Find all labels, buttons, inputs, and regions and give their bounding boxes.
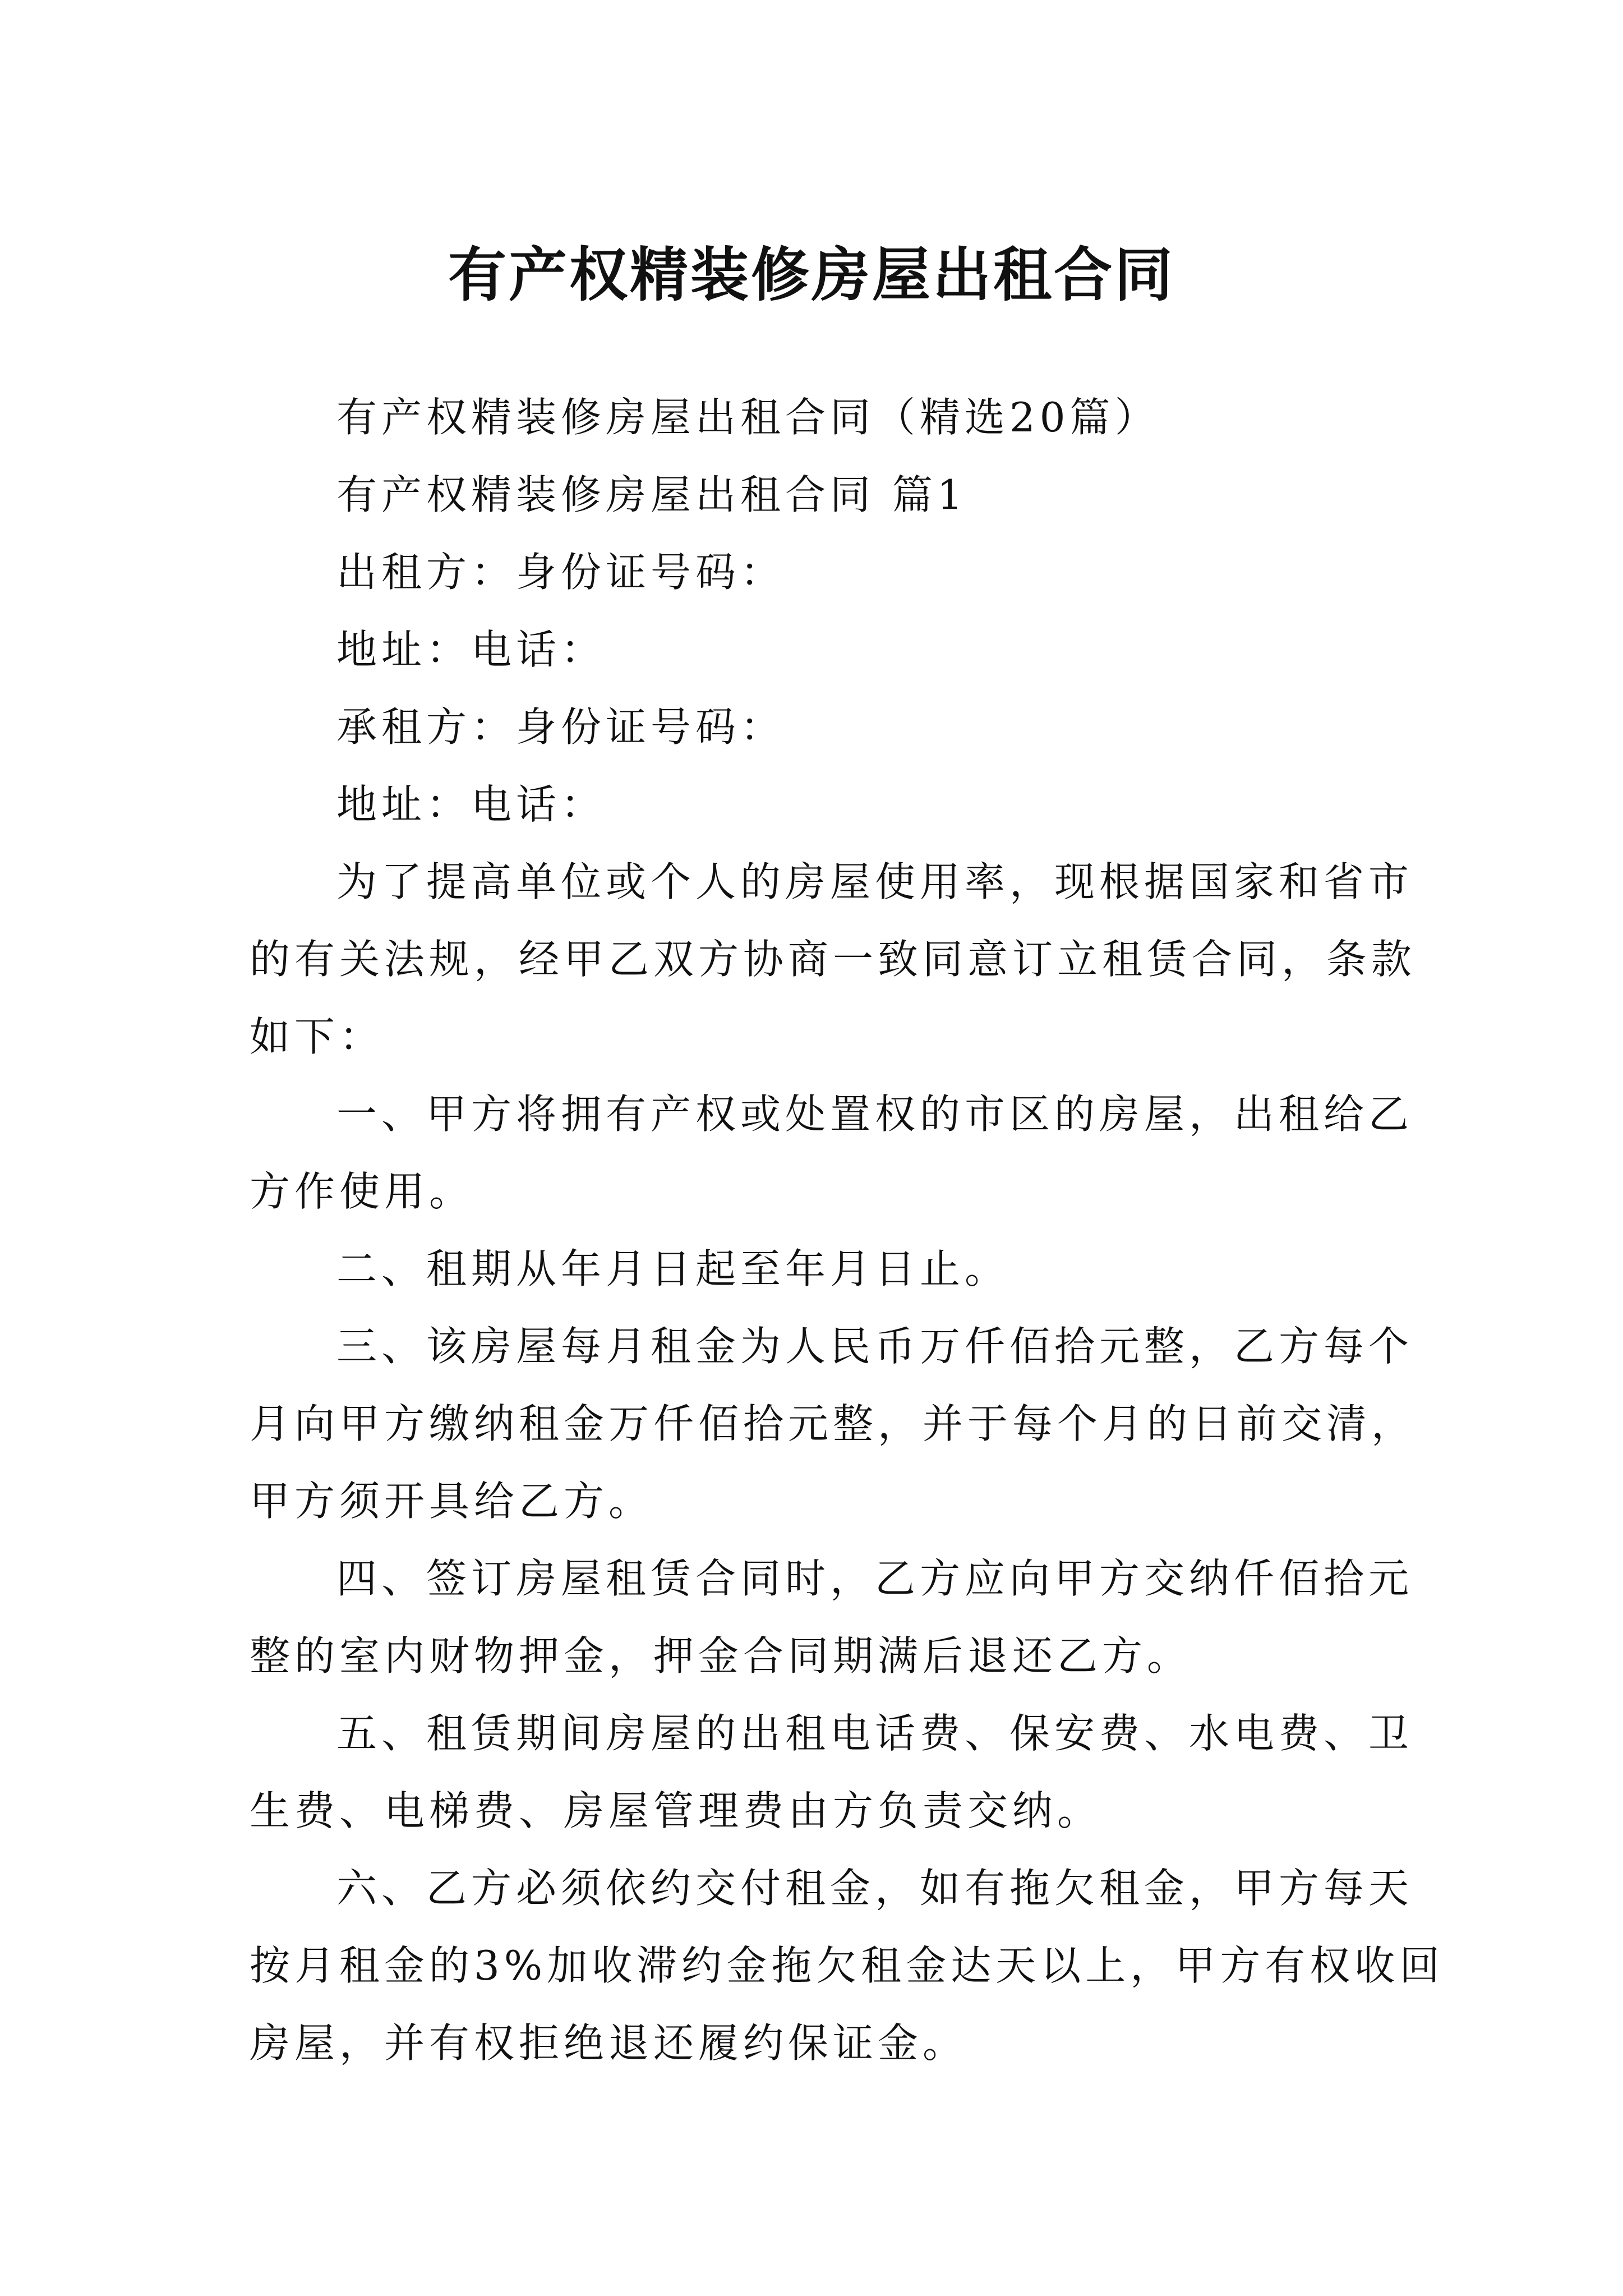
document-body xyxy=(250,379,1445,2082)
paragraph-line: 如下： xyxy=(250,1013,385,1060)
clause-3-line: 三、该房屋每月租金为人民币万仟佰拾元整，乙方每个 xyxy=(336,1323,1414,1370)
lessor-id-line: 出租方：身份证号码： xyxy=(336,549,786,596)
clause-4-line: 整的室内财物押金，押金合同期满后退还乙方。 xyxy=(250,1632,1192,1680)
lessee-id-line: 承租方：身份证号码： xyxy=(336,703,786,751)
clause-5-line: 五、租赁期间房屋的出租电话费、保安费、水电费、卫 xyxy=(336,1710,1414,1757)
clause-1-line: 方作使用。 xyxy=(250,1168,474,1215)
clause-6-line: 按月租金的3%加收滞约金拖欠租金达天以上，甲方有权收回 xyxy=(250,1942,1445,1989)
clause-2-line: 二、租期从年月日起至年月日止。 xyxy=(336,1245,1010,1292)
clause-3-line: 甲方须开具给乙方。 xyxy=(250,1478,654,1525)
lessee-address-line: 地址：电话： xyxy=(336,781,606,828)
clause-6-line: 房屋，并有权拒绝退还履约保证金。 xyxy=(250,2019,968,2067)
clause-6-line: 六、乙方必须依约交付租金，如有拖欠租金，甲方每天 xyxy=(336,1865,1414,1912)
contract-heading: 有产权精装修房屋出租合同 篇1 xyxy=(336,471,967,518)
paragraph-line: 的有关法规，经甲乙双方协商一致同意订立租赁合同，条款 xyxy=(250,936,1417,983)
clause-3-line: 月向甲方缴纳租金万仟佰拾元整，并于每个月的日前交清， xyxy=(250,1400,1417,1447)
clause-1-line: 一、甲方将拥有产权或处置权的市区的房屋，出租给乙 xyxy=(336,1091,1414,1138)
lessor-address-line: 地址：电话： xyxy=(336,626,606,673)
document-title: 有产权精装修房屋出租合同 xyxy=(448,240,1175,309)
clause-4-line: 四、签订房屋租赁合同时，乙方应向甲方交纳仟佰拾元 xyxy=(336,1555,1414,1602)
clause-5-line: 生费、电梯费、房屋管理费由方负责交纳。 xyxy=(250,1787,1103,1834)
document-subtitle: 有产权精装修房屋出租合同（精选20篇） xyxy=(336,394,1160,441)
paragraph-line: 为了提高单位或个人的房屋使用率，现根据国家和省市 xyxy=(336,858,1414,905)
